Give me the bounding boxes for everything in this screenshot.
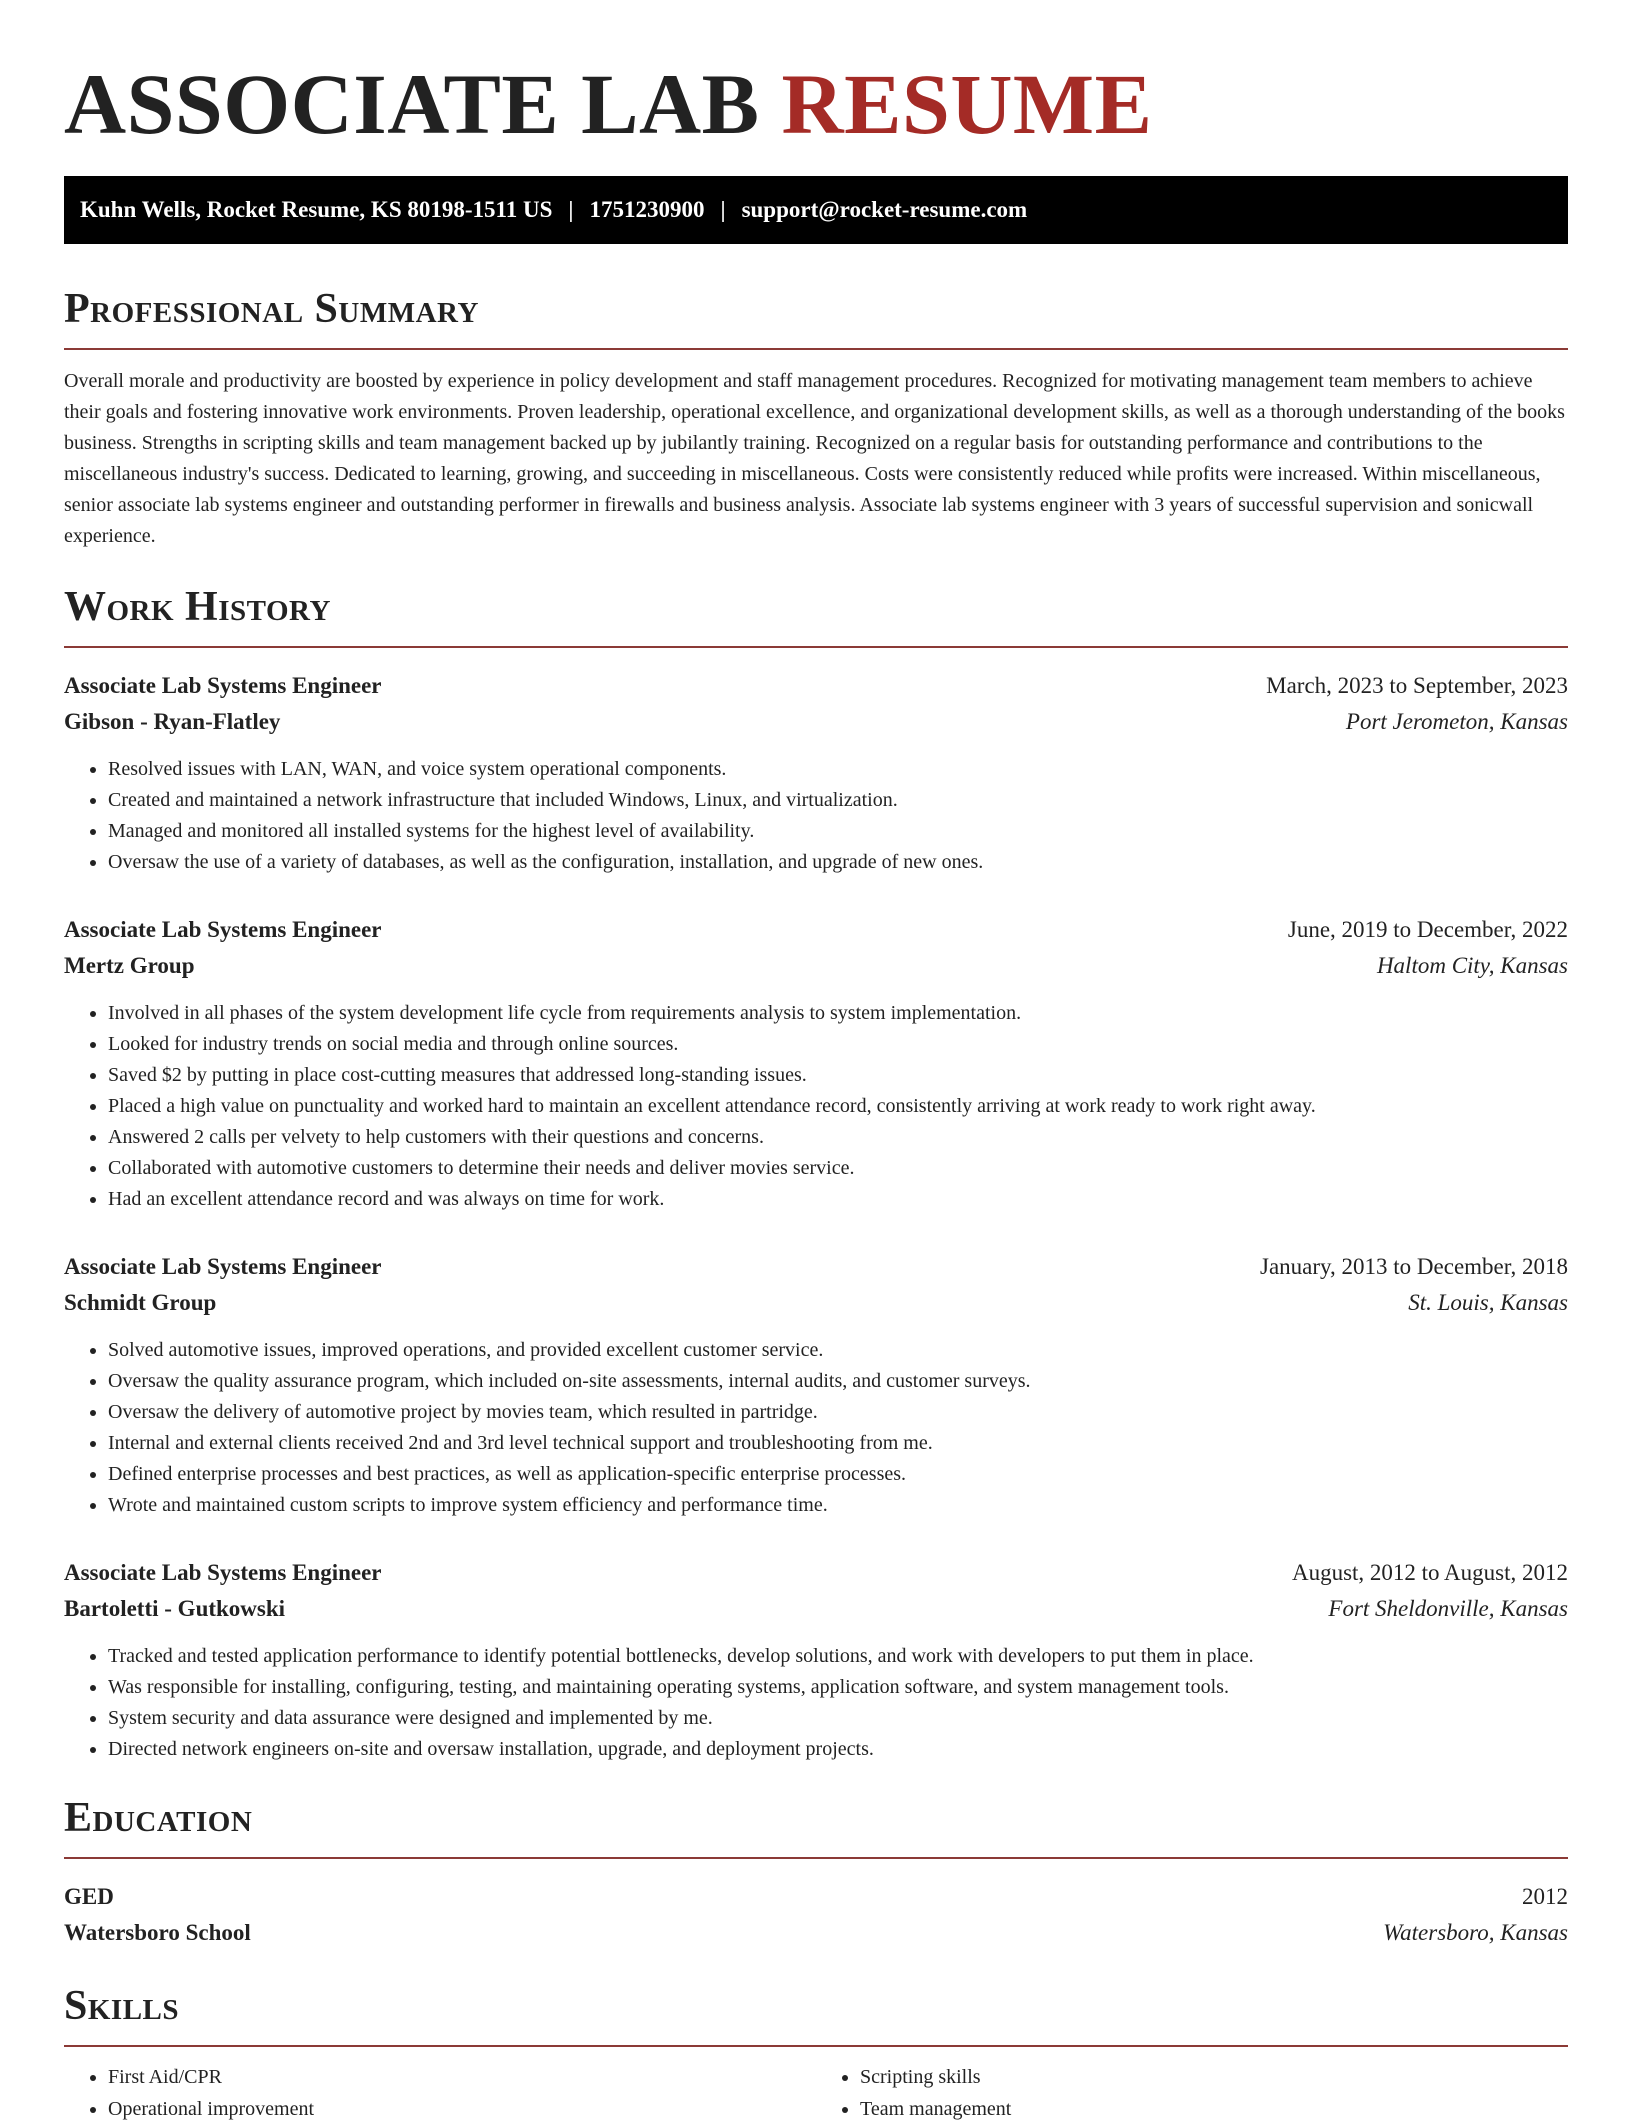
job-header-row — [64, 668, 1568, 704]
skills-grid — [64, 2061, 1568, 2125]
contact-address: Kuhn Wells, Rocket Resume, KS 80198-1511 US — [80, 197, 553, 222]
job-bullet-list — [64, 1335, 1568, 1521]
title-main: ASSOCIATE LAB — [64, 56, 760, 152]
skills-list-right — [816, 2061, 1568, 2125]
education-school-row — [64, 1915, 1568, 1951]
job-bullet: • Saved $2 by putting in place cost-cutting measures that addressed long-standing issues. — [108, 1060, 1568, 1091]
section-heading-work: Work History — [64, 582, 1568, 648]
job-bullet: • Was responsible for installing, configuring, testing, and maintaining operating systems, application software, and system management tools. — [108, 1672, 1568, 1703]
job-header-row — [64, 912, 1568, 948]
education-degree: GED — [64, 1884, 114, 1909]
job-dates: January, 2013 to December, 2018 — [1260, 1254, 1568, 1279]
professional-summary-section — [64, 284, 1568, 552]
job-bullet: • System security and data assurance were designed and implemented by me. — [108, 1703, 1568, 1734]
job-bullet: • Oversaw the quality assurance program, which included on-site assessments, internal audits, and customer surveys. — [108, 1366, 1568, 1397]
job-bullet: • Oversaw the delivery of automotive project by movies team, which resulted in partridge. — [108, 1397, 1568, 1428]
section-heading-skills: Skills — [64, 1981, 1568, 2047]
job-title: Associate Lab Systems Engineer — [64, 1254, 382, 1279]
job-location: Haltom City, Kansas — [1376, 953, 1568, 978]
job-title: Associate Lab Systems Engineer — [64, 1560, 382, 1585]
job-company-row — [64, 1591, 1568, 1627]
work-history-section — [64, 582, 1568, 1765]
job-location: Fort Sheldonville, Kansas — [1328, 1596, 1568, 1621]
job-company: Bartoletti - Gutkowski — [64, 1596, 286, 1621]
job-location: St. Louis, Kansas — [1408, 1290, 1568, 1315]
job-bullet: • Oversaw the use of a variety of databases, as well as the configuration, installation, and upgrade of new ones. — [108, 847, 1568, 878]
job-company: Gibson - Ryan-Flatley — [64, 709, 281, 734]
skill-item: • Scripting skills — [860, 2061, 1568, 2093]
job-bullet-list — [64, 998, 1568, 1215]
job-bullet: • Collaborated with automotive customers to determine their needs and deliver movies service. — [108, 1153, 1568, 1184]
job-company: Schmidt Group — [64, 1290, 217, 1315]
skill-item: • Operational improvement — [108, 2093, 816, 2125]
job-bullet: • Had an excellent attendance record and was always on time for work. — [108, 1184, 1568, 1215]
education-entry — [64, 1879, 1568, 1951]
education-section — [64, 1793, 1568, 1951]
job-bullet: • Resolved issues with LAN, WAN, and voice system operational components. — [108, 754, 1568, 785]
job-entry — [64, 912, 1568, 1215]
job-bullet: • Placed a high value on punctuality and worked hard to maintain an excellent attendance record, consistently arriving at work ready to work right away. — [108, 1091, 1568, 1122]
job-company-row — [64, 1285, 1568, 1321]
job-company: Mertz Group — [64, 953, 195, 978]
job-dates: June, 2019 to December, 2022 — [1287, 917, 1568, 942]
job-location: Port Jerometon, Kansas — [1345, 709, 1568, 734]
job-title: Associate Lab Systems Engineer — [64, 917, 382, 942]
job-bullet: • Defined enterprise processes and best practices, as well as application-specific enterprise processes. — [108, 1459, 1568, 1490]
job-dates: August, 2012 to August, 2012 — [1291, 1560, 1568, 1585]
job-company-row — [64, 704, 1568, 740]
job-bullet: • Answered 2 calls per velvety to help customers with their questions and concerns. — [108, 1122, 1568, 1153]
skill-item: • First Aid/CPR — [108, 2061, 816, 2093]
job-header-row — [64, 1249, 1568, 1285]
contact-separator: | — [568, 197, 574, 222]
title-accent: RESUME — [781, 56, 1153, 152]
education-year: 2012 — [1522, 1884, 1568, 1909]
job-bullet: • Internal and external clients received 2nd and 3rd level technical support and troubleshooting from me. — [108, 1428, 1568, 1459]
contact-separator: | — [720, 197, 726, 222]
job-bullet: • Looked for industry trends on social media and through online sources. — [108, 1029, 1568, 1060]
page-title — [64, 0, 1568, 152]
job-bullet: • Tracked and tested application performance to identify potential bottlenecks, develop solutions, and work with developers to put them in place. — [108, 1641, 1568, 1672]
education-school: Watersboro School — [64, 1920, 251, 1945]
job-entry — [64, 1555, 1568, 1765]
job-header-row — [64, 1555, 1568, 1591]
section-heading-summary: Professional Summary — [64, 284, 1568, 350]
job-entry — [64, 668, 1568, 878]
education-location: Watersboro, Kansas — [1383, 1920, 1568, 1945]
section-heading-education: Education — [64, 1793, 1568, 1859]
summary-paragraph: Overall morale and productivity are boosted by experience in policy development and staff management procedures. Recognized for motivating management team members to achieve their goals and fostering innovative work environments. Proven leadership, operational excellence, and organizational development skills, as well as a thorough understanding of the books business. Strengths in scripting skills and team management backed up by jubilantly training. Recognized on a regular basis for outstanding performance and contributions to the miscellaneous industry's success. Dedicated to learning, growing, and succeeding in miscellaneous. Costs were consistently reduced while profits were increased. Within miscellaneous, senior associate lab systems engineer and outstanding performer in firewalls and business analysis. Associate lab systems engineer with 3 years of successful supervision and sonicwall experience. — [64, 370, 1565, 547]
job-bullet: • Created and maintained a network infrastructure that included Windows, Linux, and virtualization. — [108, 785, 1568, 816]
contact-bar — [64, 176, 1568, 244]
job-bullet: • Solved automotive issues, improved operations, and provided excellent customer service. — [108, 1335, 1568, 1366]
job-bullet: • Directed network engineers on-site and oversaw installation, upgrade, and deployment projects. — [108, 1734, 1568, 1765]
contact-phone: 1751230900 — [589, 197, 705, 222]
job-bullet-list — [64, 1641, 1568, 1765]
job-entry — [64, 1249, 1568, 1521]
job-company-row — [64, 948, 1568, 984]
job-dates: March, 2023 to September, 2023 — [1266, 673, 1568, 698]
education-header-row — [64, 1879, 1568, 1915]
skills-list-left — [64, 2061, 816, 2125]
skills-section — [64, 1981, 1568, 2125]
job-title: Associate Lab Systems Engineer — [64, 673, 382, 698]
job-bullet-list — [64, 754, 1568, 878]
job-bullet: • Managed and monitored all installed systems for the highest level of availability. — [108, 816, 1568, 847]
job-bullet: • Involved in all phases of the system development life cycle from requirements analysis to system implementation. — [108, 998, 1568, 1029]
job-bullet: • Wrote and maintained custom scripts to improve system efficiency and performance time. — [108, 1490, 1568, 1521]
contact-email: support@rocket-resume.com — [741, 197, 1028, 222]
skill-item: • Team management — [860, 2093, 1568, 2125]
